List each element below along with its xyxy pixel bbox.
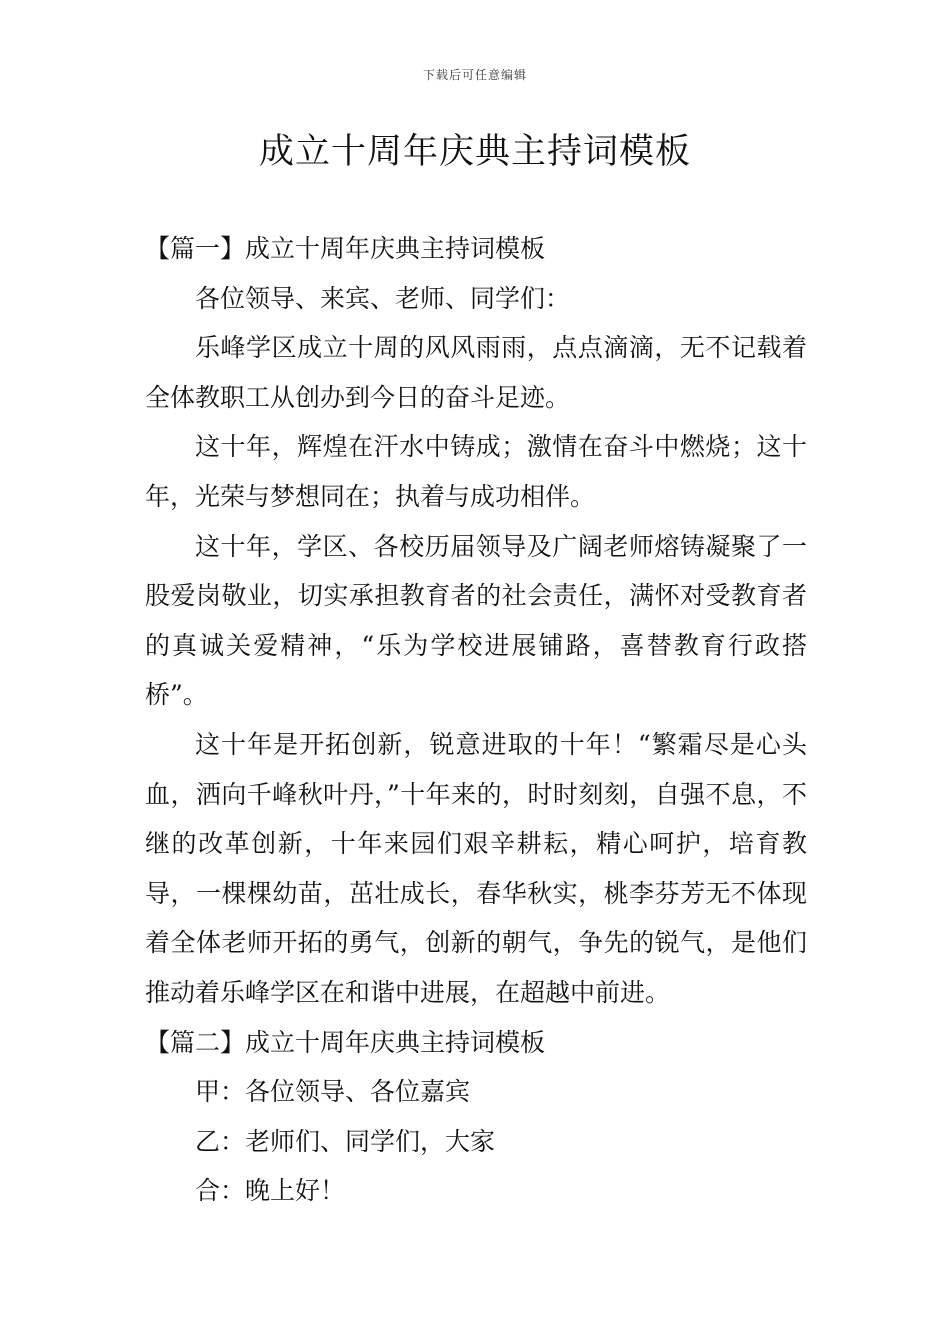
- page-title: 成立十周年庆典主持词模板: [258, 132, 691, 172]
- section-heading-1: 【篇一】成立十周年庆典主持词模板: [145, 234, 546, 263]
- section-heading-2: 【篇二】成立十周年庆典主持词模板: [145, 1027, 546, 1057]
- paragraph: 这十年是开拓创新，锐意进取的十年！“繁霜尽是心头血，洒向千峰秋叶丹，”十年来的，时时刻刻，自强不息，不继的改革创新，十年来园们艰辛耕耘，精心呵护，培育教导，一棵棵幼苗，茁壮成长，春华秋实，桃李芬芳无不体现着全体老师开拓的勇气，创新的朝气，争先的锐气，是他们推动着乐峰学区在和谐中进展，在超越中前进。: [145, 729, 807, 1007]
- dialogue-line: 合：晚上好！: [195, 1176, 346, 1206]
- paragraph: 这十年，学区、各校历届领导及广阔老师熔铸凝聚了一股爱岗敬业，切实承担教育者的社会责任，满怀对受教育者的真诚关爱精神，“乐为学校进展铺路，喜替教育行政搭桥”。: [145, 531, 807, 710]
- paragraph: 这十年，辉煌在汗水中铸成；激情在奋斗中燃烧；这十年，光荣与梦想同在；执着与成功相伴。: [145, 432, 807, 511]
- header-note: 下载后可任意编辑: [422, 68, 527, 82]
- paragraph: 乐峰学区成立十周的风风雨雨，点点滴滴，无不记载着全体教职工从创办到今日的奋斗足迹。: [145, 333, 807, 412]
- dialogue-line: 甲：各位领导、各位嘉宾: [195, 1077, 471, 1107]
- document-body: [145, 224, 807, 1216]
- dialogue-line: 乙：老师们、同学们，大家: [195, 1126, 496, 1156]
- paragraph: 各位领导、来宾、老师、同学们：: [195, 283, 571, 313]
